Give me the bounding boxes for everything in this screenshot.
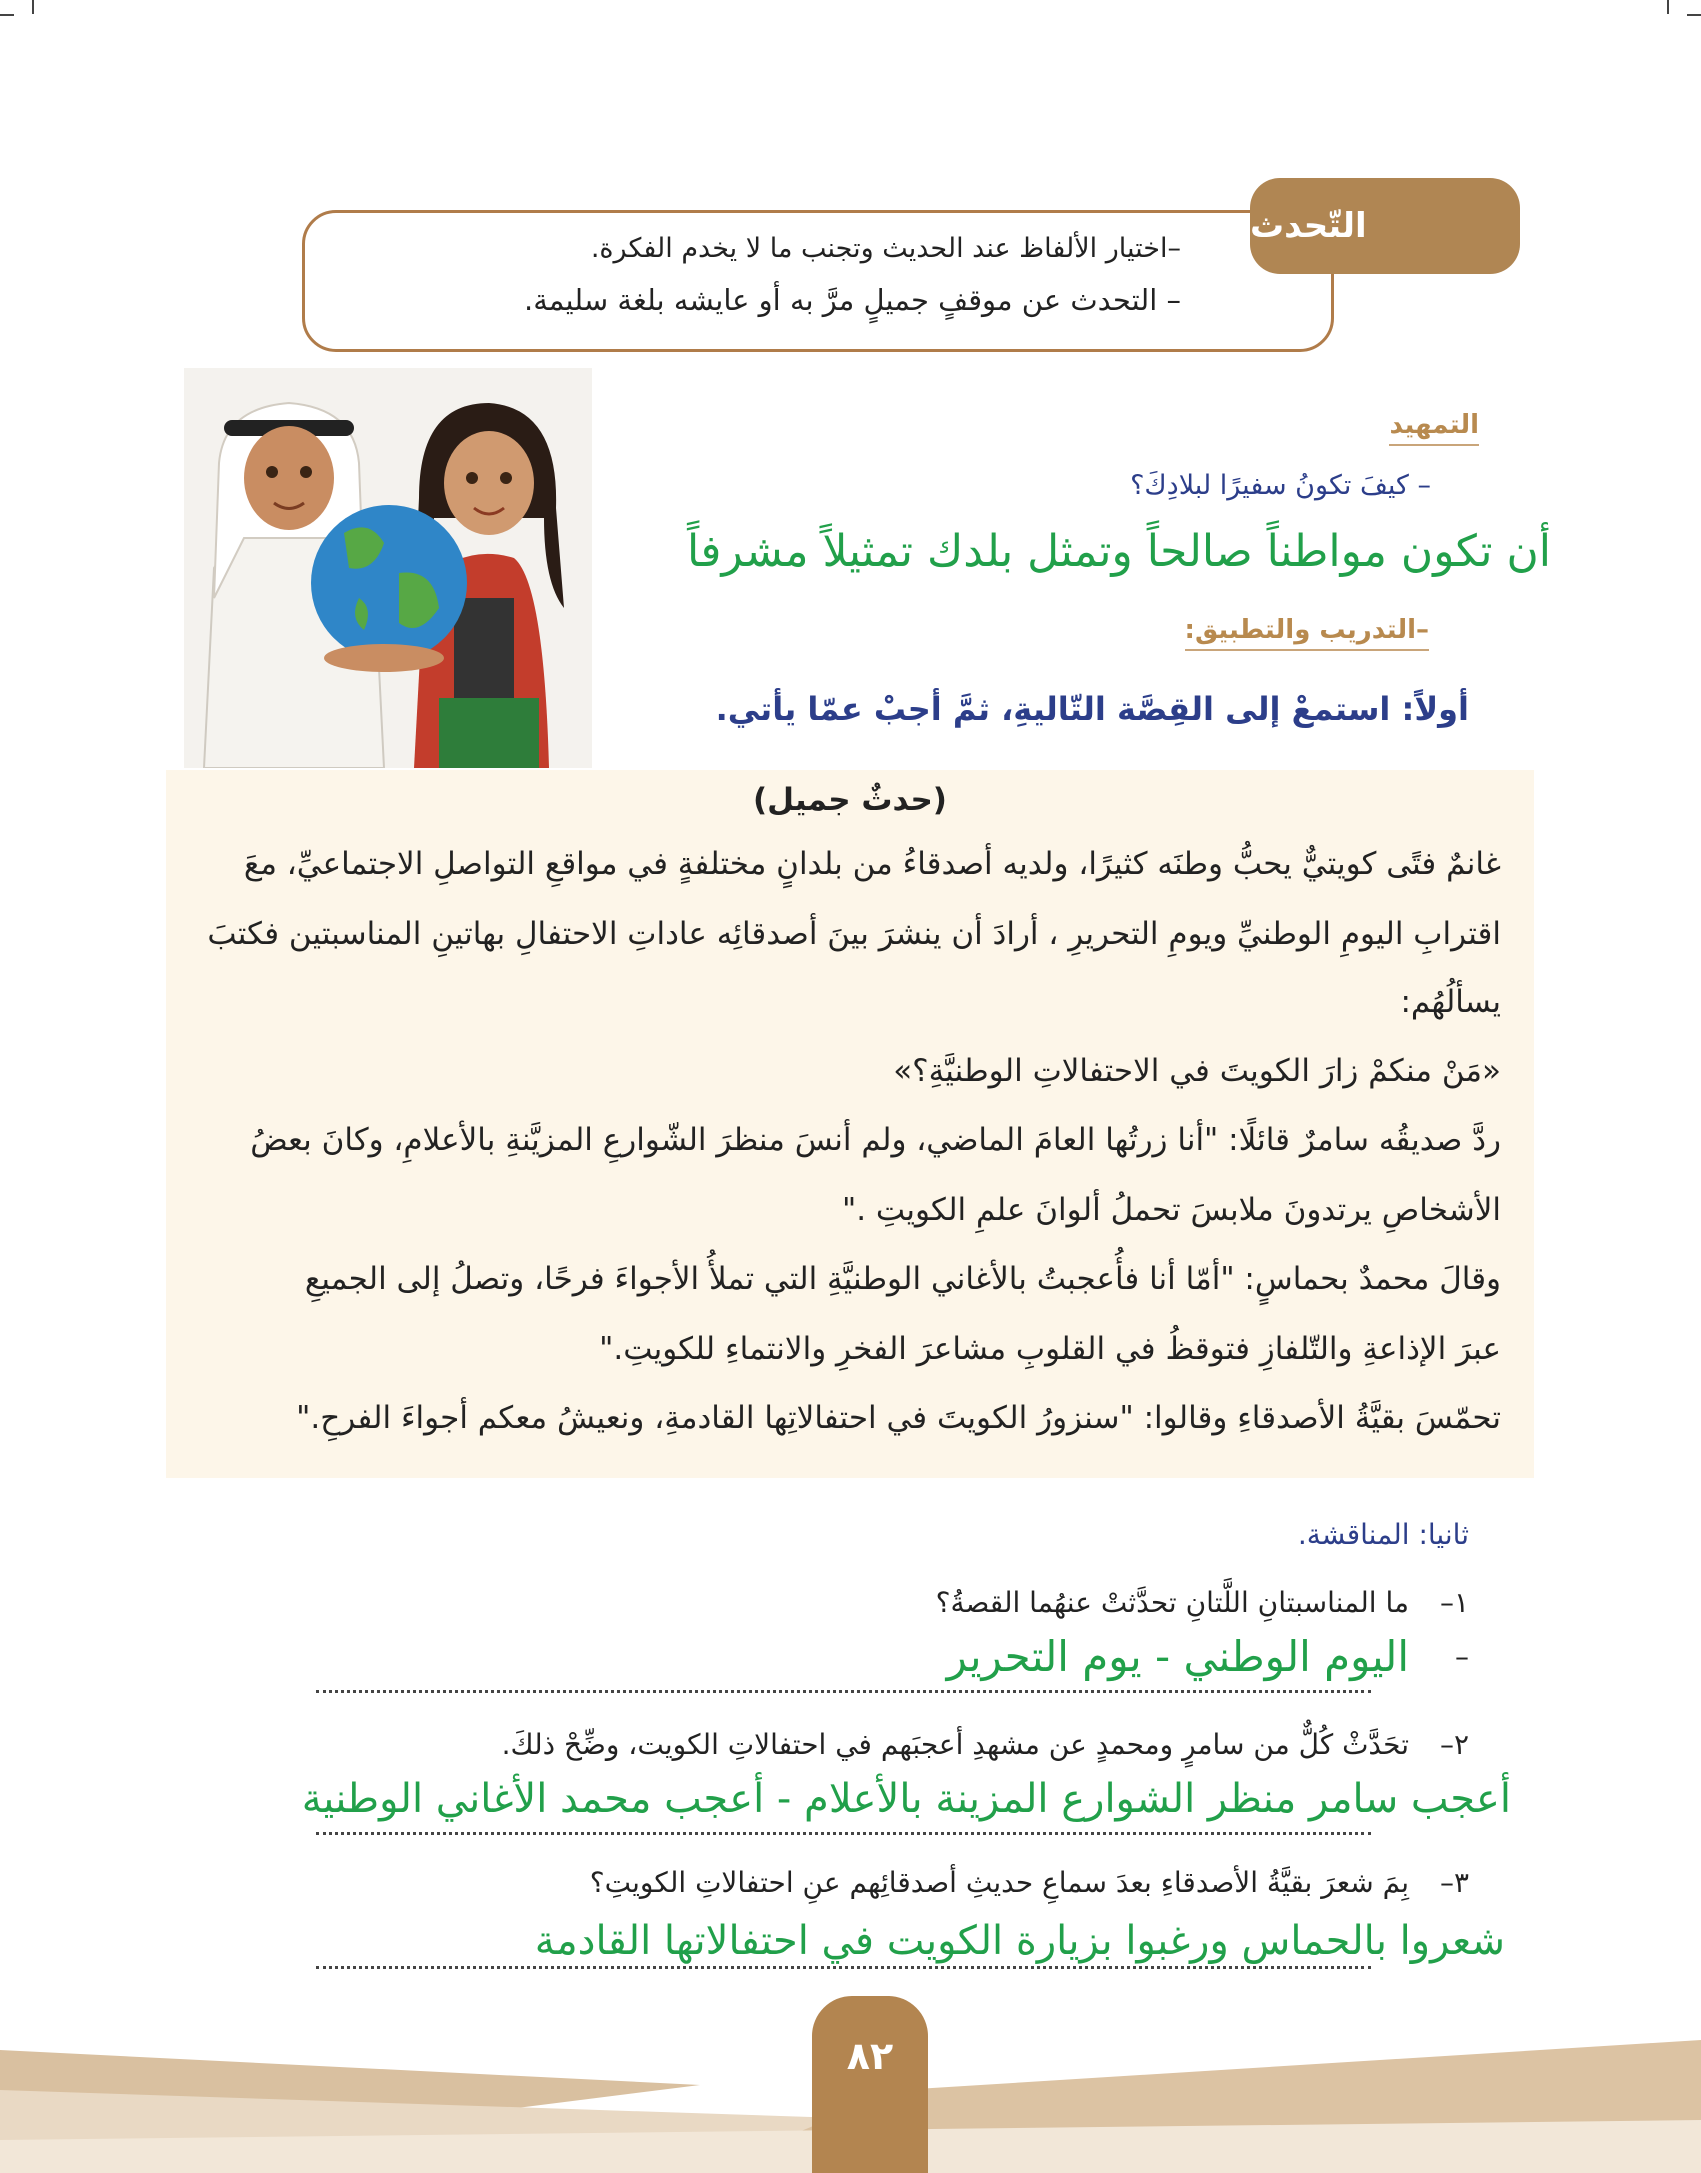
q2-text: تحَدَّثْ كُلٌّ من سامرٍ ومحمدٍ عن مشهدِ أعجبَهم في احتفالاتِ الكويت، وضِّحْ ذلكَ. <box>501 1728 1409 1761</box>
intro-heading: التمهيد <box>1389 410 1479 446</box>
section-tab <box>1250 178 1520 274</box>
story-line-9: تحمّسَ بقيَّةُ الأصدقاءِ وقالوا: "سنزورُ الكويتَ في احتفالاتِها القادمةِ، ونعيشُ معكم أجواءَ الفرحِ." <box>296 1400 1501 1436</box>
objective-2: – التحدث عن موقفٍ جميلٍ مرَّ به أو عايشه بلغة سليمة. <box>524 283 1181 317</box>
story-box <box>166 770 1534 1478</box>
q3-number: ٣– <box>1439 1866 1469 1899</box>
objective-1: –اختيار الألفاظ عند الحديث وتجنب ما لا يخدم الفكرة. <box>590 233 1181 264</box>
story-title: (حدثٌ جميل) <box>753 782 947 818</box>
page-number: ٨٢ <box>846 2034 894 2078</box>
q1-dash: – <box>1455 1640 1469 1673</box>
section-title: التّحدث <box>1250 206 1367 246</box>
q2-number: ٢– <box>1439 1728 1469 1761</box>
story-line-3: يسألُهُم: <box>1400 984 1501 1020</box>
q1-number: ١– <box>1439 1586 1469 1619</box>
crop-mark <box>1687 14 1701 16</box>
story-line-6: الأشخاصِ يرتدونَ ملابسَ تحملُ ألوانَ علمِ الكويتِ ." <box>841 1192 1501 1228</box>
crop-mark <box>1667 0 1669 14</box>
crop-mark <box>0 14 14 16</box>
objectives-box <box>302 210 1334 352</box>
q3-text: بِمَ شعرَ بقيَّةُ الأصدقاءِ بعدَ سماعِ حديثِ أصدقائِهم عنِ احتفالاتِ الكويتِ؟ <box>589 1866 1409 1899</box>
q3-answer-line <box>316 1966 1371 1969</box>
discussion-heading: ثانيا: المناقشة. <box>1297 1518 1469 1551</box>
practice-instruction: أولاً: استمعْ إلى القِصَّة التّاليةِ، ثمَّ أجبْ عمّا يأتي. <box>715 690 1469 728</box>
children-globe-illustration <box>184 368 592 768</box>
story-line-4: «مَنْ منكمْ زارَ الكويتَ في الاحتفالاتِ الوطنيَّةِ؟» <box>893 1053 1501 1089</box>
q1-text: ما المناسبتانِ اللَّتانِ تحدَّثتْ عنهُما القصةُ؟ <box>935 1586 1409 1619</box>
q2-answer[interactable]: أعجب سامر منظر الشوارع المزينة بالأعلام - أعجب محمد الأغاني الوطنية <box>301 1776 1511 1822</box>
story-line-8: عبرَ الإذاعةِ والتّلفازِ فتوقظُ في القلوبِ مشاعرَ الفخرِ والانتماءِ للكويتِ." <box>599 1331 1501 1367</box>
q3-answer[interactable]: شعروا بالحماس ورغبوا بزيارة الكويت في احتفالاتها القادمة <box>534 1918 1505 1964</box>
story-line-5: ردَّ صديقُه سامرٌ قائلًا: "أنا زرتُها العامَ الماضي، ولم أنسَ منظرَ الشّوارعِ المزيَّنةِ بالأعلامِ، وكانَ بعضُ <box>250 1122 1501 1158</box>
story-line-7: وقالَ محمدٌ بحماسٍ: "أمّا أنا فأُعجبتُ بالأغاني الوطنيَّةِ التي تملأُ الأجواءَ فرحًا، وتصلُ إلى الجميعِ <box>304 1261 1501 1297</box>
story-line-1: غانمٌ فتًى كويتيٌّ يحبُّ وطنَه كثيرًا، ولديه أصدقاءُ من بلدانٍ مختلفةٍ في مواقعِ التواصلِ الاجتماعيِّ، معَ <box>243 846 1501 882</box>
intro-answer: أن تكون مواطناً صالحاً وتمثل بلدك تمثيلاً مشرفاً <box>687 526 1551 577</box>
practice-heading: –التدريب والتطبيق: <box>1185 615 1429 651</box>
crop-mark <box>32 0 34 14</box>
intro-question: – كيفَ تكونُ سفيرًا لبلادِكَ؟ <box>1130 470 1431 501</box>
page-number-tab <box>812 1996 928 2173</box>
story-line-2: اقترابِ اليومِ الوطنيِّ ويومِ التحريرِ ، أرادَ أن ينشرَ بينَ أصدقائِه عاداتِ الاحتفالِ بهاتينِ المناسبتين فكتبَ <box>207 916 1501 952</box>
q1-answer[interactable]: اليوم الوطني - يوم التحرير <box>946 1632 1409 1681</box>
q2-answer-line <box>316 1832 1371 1835</box>
q1-answer-line <box>316 1690 1371 1693</box>
